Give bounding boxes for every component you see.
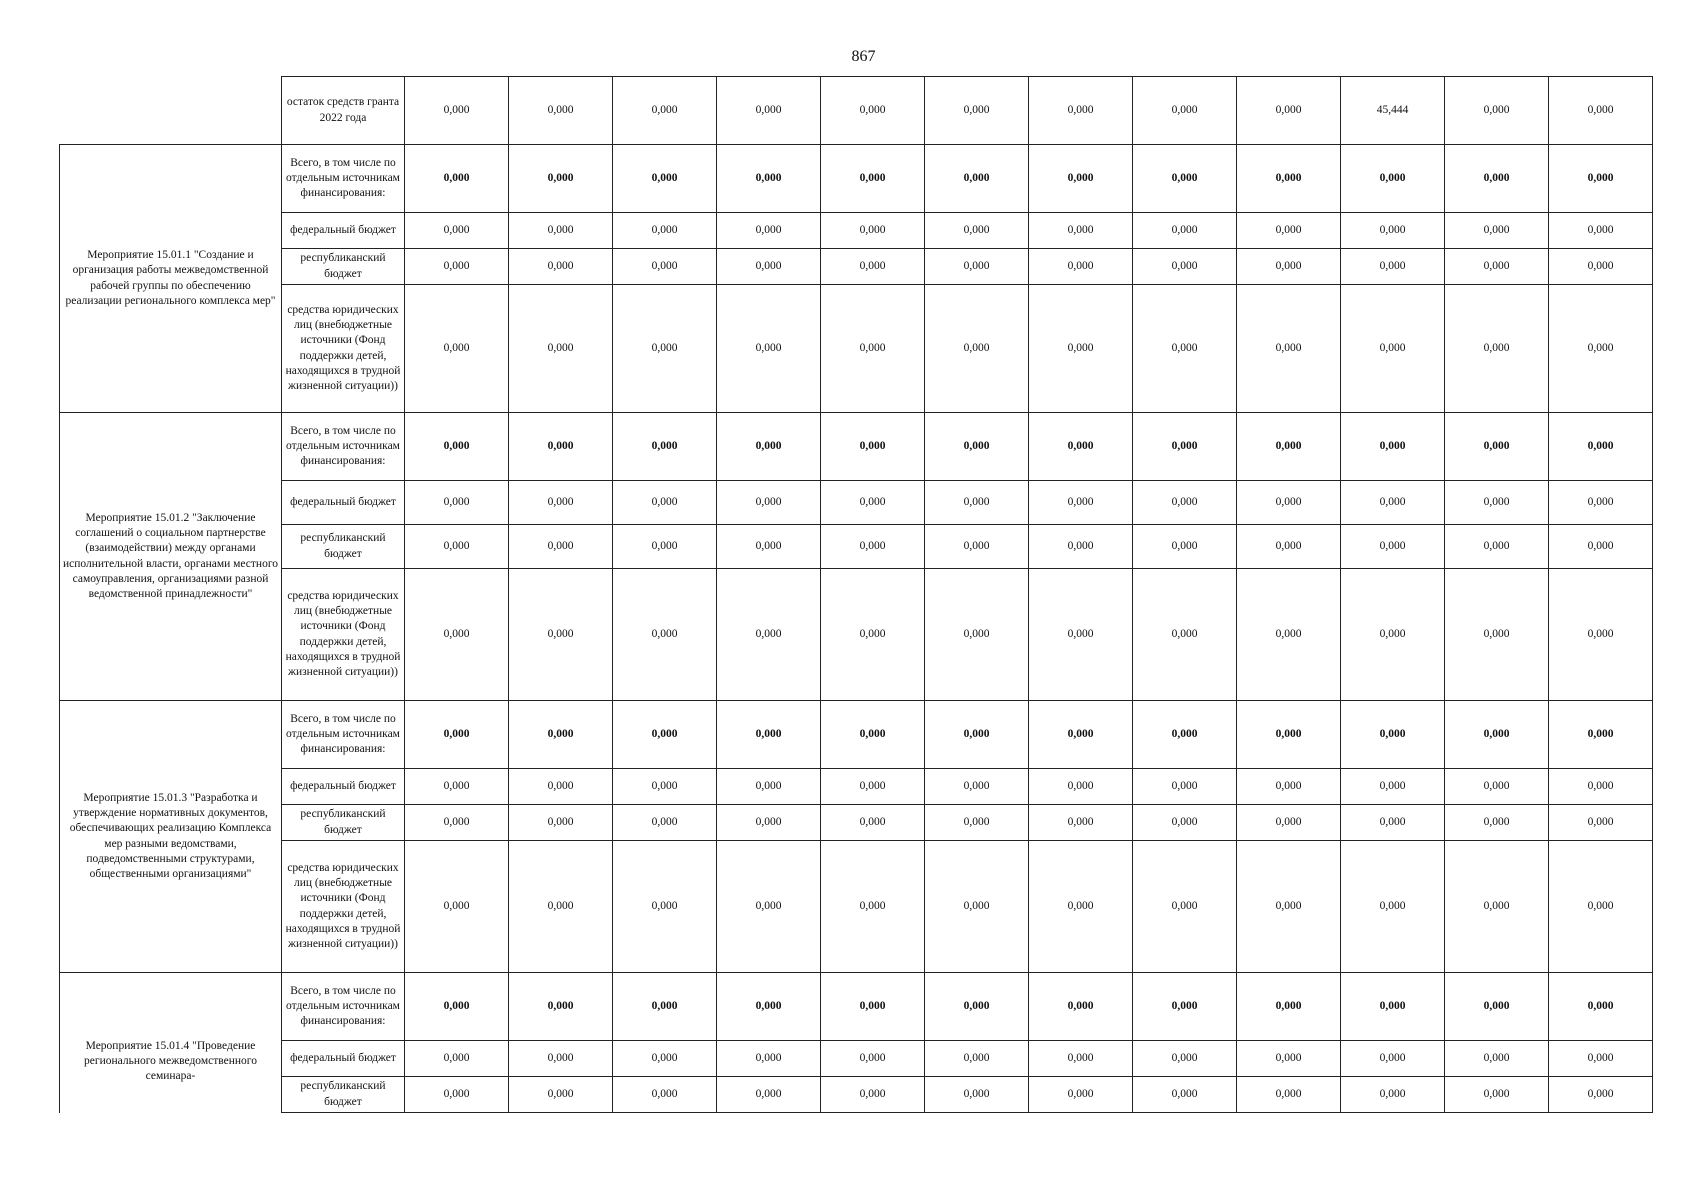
source-label: республиканский бюджет — [282, 249, 405, 285]
value-cell: 0,000 — [1029, 145, 1133, 213]
value-cell: 0,000 — [1237, 1041, 1341, 1077]
value-cell: 0,000 — [1445, 1041, 1549, 1077]
value-cell: 0,000 — [821, 841, 925, 973]
value-cell: 0,000 — [717, 525, 821, 569]
table-row — [60, 413, 1653, 481]
value-cell: 0,000 — [1029, 769, 1133, 805]
value-cell: 0,000 — [1029, 249, 1133, 285]
value-cell: 0,000 — [1549, 213, 1653, 249]
value-cell: 0,000 — [405, 77, 509, 145]
value-cell: 0,000 — [405, 481, 509, 525]
value-cell: 0,000 — [925, 841, 1029, 973]
value-cell: 0,000 — [613, 481, 717, 525]
value-cell: 0,000 — [613, 77, 717, 145]
value-cell: 0,000 — [1445, 77, 1549, 145]
value-cell: 0,000 — [1341, 285, 1445, 413]
value-cell: 0,000 — [717, 701, 821, 769]
value-cell: 0,000 — [1549, 525, 1653, 569]
value-cell: 0,000 — [1029, 285, 1133, 413]
value-cell: 0,000 — [613, 213, 717, 249]
value-cell: 0,000 — [717, 1077, 821, 1113]
source-label: Всего, в том числе по отдельным источникам финансирования: — [282, 413, 405, 481]
value-cell: 0,000 — [821, 77, 925, 145]
value-cell: 0,000 — [509, 77, 613, 145]
value-cell: 0,000 — [717, 1041, 821, 1077]
value-cell: 0,000 — [1133, 213, 1237, 249]
value-cell: 0,000 — [1133, 973, 1237, 1041]
value-cell: 0,000 — [1549, 481, 1653, 525]
value-cell: 0,000 — [1133, 841, 1237, 973]
value-cell: 0,000 — [1549, 769, 1653, 805]
value-cell: 0,000 — [1445, 145, 1549, 213]
value-cell: 0,000 — [1341, 413, 1445, 481]
value-cell: 0,000 — [509, 249, 613, 285]
table-row — [60, 213, 1653, 249]
event-title: Мероприятие 15.01.1 "Создание и организация работы межведомственной рабочей группы по обеспечению реализации регионального комплекса мер" — [65, 249, 276, 307]
value-cell: 0,000 — [1341, 145, 1445, 213]
budget-table — [59, 76, 1653, 1113]
value-cell: 0,000 — [925, 1077, 1029, 1113]
value-cell: 0,000 — [1237, 249, 1341, 285]
source-label: федеральный бюджет — [282, 213, 405, 249]
value-cell: 0,000 — [1237, 481, 1341, 525]
value-cell: 0,000 — [1341, 769, 1445, 805]
value-cell: 0,000 — [925, 525, 1029, 569]
value-cell: 0,000 — [1029, 213, 1133, 249]
event-title-cell — [60, 701, 282, 973]
value-cell: 0,000 — [509, 413, 613, 481]
value-cell: 0,000 — [405, 249, 509, 285]
value-cell: 0,000 — [925, 481, 1029, 525]
value-cell: 0,000 — [717, 769, 821, 805]
value-cell: 0,000 — [509, 1077, 613, 1113]
value-cell: 0,000 — [405, 285, 509, 413]
table-row — [60, 1077, 1653, 1113]
value-cell: 0,000 — [1341, 249, 1445, 285]
table-row — [60, 249, 1653, 285]
value-cell: 0,000 — [1341, 805, 1445, 841]
value-cell: 0,000 — [405, 1077, 509, 1113]
table-row — [60, 805, 1653, 841]
value-cell: 0,000 — [1133, 145, 1237, 213]
value-cell: 0,000 — [405, 701, 509, 769]
value-cell: 0,000 — [925, 973, 1029, 1041]
value-cell: 0,000 — [1445, 213, 1549, 249]
value-cell: 0,000 — [405, 569, 509, 701]
value-cell: 0,000 — [717, 481, 821, 525]
value-cell: 0,000 — [1237, 841, 1341, 973]
value-cell: 0,000 — [1445, 413, 1549, 481]
value-cell: 0,000 — [613, 285, 717, 413]
value-cell: 0,000 — [925, 413, 1029, 481]
value-cell: 0,000 — [1445, 481, 1549, 525]
value-cell: 0,000 — [1237, 285, 1341, 413]
table-row — [60, 481, 1653, 525]
event-title: Мероприятие 15.01.3 "Разработка и утверждение нормативных документов, обеспечивающих реализацию Комплекса мер разными ведомствами, подведомственными структурами, общественными организациями" — [69, 791, 272, 880]
table-row — [60, 769, 1653, 805]
value-cell: 0,000 — [1237, 77, 1341, 145]
value-cell: 0,000 — [1237, 1077, 1341, 1113]
value-cell: 0,000 — [1237, 701, 1341, 769]
value-cell: 0,000 — [613, 413, 717, 481]
value-cell: 0,000 — [613, 973, 717, 1041]
value-cell: 0,000 — [1237, 145, 1341, 213]
value-cell: 0,000 — [1445, 569, 1549, 701]
value-cell: 0,000 — [613, 1041, 717, 1077]
value-cell: 0,000 — [509, 481, 613, 525]
source-label: остаток средств гранта 2022 года — [282, 77, 405, 145]
value-cell: 0,000 — [1445, 805, 1549, 841]
value-cell: 0,000 — [1549, 285, 1653, 413]
value-cell: 0,000 — [405, 841, 509, 973]
value-cell: 0,000 — [1237, 569, 1341, 701]
value-cell: 0,000 — [1029, 77, 1133, 145]
value-cell: 0,000 — [821, 701, 925, 769]
source-label: федеральный бюджет — [282, 1041, 405, 1077]
value-cell: 0,000 — [1549, 1041, 1653, 1077]
value-cell: 0,000 — [1549, 413, 1653, 481]
value-cell: 0,000 — [1341, 973, 1445, 1041]
value-cell: 0,000 — [925, 1041, 1029, 1077]
value-cell: 0,000 — [717, 841, 821, 973]
value-cell: 0,000 — [1341, 525, 1445, 569]
value-cell: 0,000 — [405, 525, 509, 569]
value-cell: 0,000 — [821, 285, 925, 413]
value-cell: 0,000 — [405, 805, 509, 841]
source-label: средства юридических лиц (внебюджетные источники (Фонд поддержки детей, находящихся в трудной жизненной ситуации)) — [282, 285, 405, 413]
value-cell: 0,000 — [405, 973, 509, 1041]
value-cell: 0,000 — [1445, 1077, 1549, 1113]
value-cell: 0,000 — [1029, 1041, 1133, 1077]
value-cell: 0,000 — [821, 1077, 925, 1113]
source-label: республиканский бюджет — [282, 1077, 405, 1113]
event-title-cell — [60, 413, 282, 701]
page-number: 867 — [851, 48, 876, 65]
value-cell: 0,000 — [821, 413, 925, 481]
value-cell: 0,000 — [1445, 973, 1549, 1041]
value-cell: 0,000 — [1549, 249, 1653, 285]
source-label: Всего, в том числе по отдельным источникам финансирования: — [282, 145, 405, 213]
value-cell: 0,000 — [1133, 1041, 1237, 1077]
value-cell: 0,000 — [613, 769, 717, 805]
value-cell: 0,000 — [925, 701, 1029, 769]
value-cell: 0,000 — [1029, 413, 1133, 481]
value-cell: 0,000 — [1445, 841, 1549, 973]
value-cell: 0,000 — [1549, 1077, 1653, 1113]
value-cell: 0,000 — [1029, 525, 1133, 569]
value-cell: 0,000 — [717, 249, 821, 285]
value-cell: 0,000 — [1237, 805, 1341, 841]
value-cell: 0,000 — [925, 569, 1029, 701]
value-cell: 0,000 — [821, 481, 925, 525]
value-cell: 0,000 — [613, 525, 717, 569]
source-label: Всего, в том числе по отдельным источникам финансирования: — [282, 973, 405, 1041]
value-cell: 0,000 — [1133, 249, 1237, 285]
event-title: Мероприятие 15.01.4 "Проведение регионального межведомственного семинара- — [84, 1039, 257, 1083]
source-label: Всего, в том числе по отдельным источникам финансирования: — [282, 701, 405, 769]
value-cell: 0,000 — [925, 145, 1029, 213]
value-cell: 0,000 — [1549, 841, 1653, 973]
value-cell: 0,000 — [1029, 973, 1133, 1041]
value-cell: 0,000 — [1133, 805, 1237, 841]
value-cell: 0,000 — [1341, 569, 1445, 701]
value-cell: 0,000 — [1133, 569, 1237, 701]
value-cell: 0,000 — [613, 569, 717, 701]
source-label: федеральный бюджет — [282, 481, 405, 525]
value-cell: 0,000 — [509, 285, 613, 413]
value-cell: 0,000 — [925, 805, 1029, 841]
value-cell: 0,000 — [821, 145, 925, 213]
value-cell: 0,000 — [613, 1077, 717, 1113]
value-cell: 0,000 — [1549, 145, 1653, 213]
value-cell: 0,000 — [717, 569, 821, 701]
table-row — [60, 701, 1653, 769]
value-cell: 0,000 — [1133, 1077, 1237, 1113]
table-row — [60, 77, 1653, 145]
value-cell: 0,000 — [1133, 285, 1237, 413]
value-cell: 0,000 — [613, 701, 717, 769]
value-cell: 0,000 — [1549, 701, 1653, 769]
source-label: республиканский бюджет — [282, 525, 405, 569]
table-body — [60, 77, 1653, 1113]
value-cell: 0,000 — [509, 805, 613, 841]
value-cell: 0,000 — [1029, 701, 1133, 769]
value-cell: 0,000 — [925, 769, 1029, 805]
value-cell: 0,000 — [1133, 525, 1237, 569]
value-cell: 0,000 — [509, 1041, 613, 1077]
value-cell: 0,000 — [613, 841, 717, 973]
value-cell: 0,000 — [1133, 481, 1237, 525]
value-cell: 0,000 — [1029, 805, 1133, 841]
table-row — [60, 973, 1653, 1041]
table-row — [60, 285, 1653, 413]
value-cell: 0,000 — [509, 569, 613, 701]
value-cell: 0,000 — [509, 145, 613, 213]
value-cell: 0,000 — [1029, 1077, 1133, 1113]
value-cell: 0,000 — [405, 1041, 509, 1077]
table-row — [60, 525, 1653, 569]
value-cell: 0,000 — [717, 145, 821, 213]
value-cell: 0,000 — [509, 841, 613, 973]
value-cell: 0,000 — [1341, 213, 1445, 249]
value-cell: 0,000 — [1237, 769, 1341, 805]
value-cell: 0,000 — [509, 213, 613, 249]
event-title-cell — [60, 973, 282, 1113]
value-cell: 0,000 — [1549, 77, 1653, 145]
value-cell: 0,000 — [1029, 841, 1133, 973]
table-row — [60, 1041, 1653, 1077]
value-cell: 0,000 — [821, 1041, 925, 1077]
value-cell: 0,000 — [821, 213, 925, 249]
value-cell: 0,000 — [1133, 413, 1237, 481]
value-cell: 0,000 — [613, 249, 717, 285]
value-cell: 0,000 — [1133, 77, 1237, 145]
value-cell: 0,000 — [1133, 701, 1237, 769]
value-cell: 0,000 — [925, 77, 1029, 145]
value-cell: 0,000 — [509, 701, 613, 769]
value-cell: 0,000 — [405, 769, 509, 805]
value-cell: 0,000 — [509, 525, 613, 569]
value-cell: 0,000 — [821, 973, 925, 1041]
value-cell: 0,000 — [821, 569, 925, 701]
value-cell: 0,000 — [717, 213, 821, 249]
value-cell: 0,000 — [717, 413, 821, 481]
value-cell: 0,000 — [1445, 249, 1549, 285]
value-cell: 0,000 — [717, 973, 821, 1041]
value-cell: 0,000 — [1237, 973, 1341, 1041]
source-label: федеральный бюджет — [282, 769, 405, 805]
value-cell: 0,000 — [821, 805, 925, 841]
value-cell: 0,000 — [717, 285, 821, 413]
event-title: Мероприятие 15.01.2 "Заключение соглашений о социальном партнерстве (взаимодействии) между органами исполнительной власти, органами местного самоуправления, организациями разной ведомственной принадлежности" — [62, 511, 279, 600]
value-cell: 0,000 — [821, 769, 925, 805]
value-cell: 0,000 — [1341, 481, 1445, 525]
value-cell: 45,444 — [1341, 77, 1445, 145]
value-cell: 0,000 — [1341, 1077, 1445, 1113]
value-cell: 0,000 — [1445, 285, 1549, 413]
value-cell: 0,000 — [1341, 841, 1445, 973]
value-cell: 0,000 — [1549, 805, 1653, 841]
event-title-cell — [60, 145, 282, 413]
blank-cell — [60, 77, 282, 145]
value-cell: 0,000 — [821, 249, 925, 285]
value-cell: 0,000 — [925, 213, 1029, 249]
value-cell: 0,000 — [1237, 525, 1341, 569]
value-cell: 0,000 — [405, 145, 509, 213]
value-cell: 0,000 — [509, 973, 613, 1041]
value-cell: 0,000 — [509, 769, 613, 805]
value-cell: 0,000 — [1029, 481, 1133, 525]
value-cell: 0,000 — [717, 77, 821, 145]
value-cell: 0,000 — [1341, 701, 1445, 769]
value-cell: 0,000 — [1445, 701, 1549, 769]
source-label: средства юридических лиц (внебюджетные источники (Фонд поддержки детей, находящихся в трудной жизненной ситуации)) — [282, 569, 405, 701]
table-row — [60, 841, 1653, 973]
value-cell: 0,000 — [613, 145, 717, 213]
value-cell: 0,000 — [717, 805, 821, 841]
value-cell: 0,000 — [1445, 769, 1549, 805]
source-label: республиканский бюджет — [282, 805, 405, 841]
value-cell: 0,000 — [1237, 213, 1341, 249]
value-cell: 0,000 — [925, 249, 1029, 285]
value-cell: 0,000 — [1341, 1041, 1445, 1077]
value-cell: 0,000 — [1549, 973, 1653, 1041]
source-label: средства юридических лиц (внебюджетные источники (Фонд поддержки детей, находящихся в трудной жизненной ситуации)) — [282, 841, 405, 973]
value-cell: 0,000 — [405, 413, 509, 481]
value-cell: 0,000 — [1133, 769, 1237, 805]
table-row — [60, 569, 1653, 701]
value-cell: 0,000 — [405, 213, 509, 249]
table-row — [60, 145, 1653, 213]
value-cell: 0,000 — [925, 285, 1029, 413]
value-cell: 0,000 — [613, 805, 717, 841]
value-cell: 0,000 — [1549, 569, 1653, 701]
value-cell: 0,000 — [821, 525, 925, 569]
value-cell: 0,000 — [1029, 569, 1133, 701]
value-cell: 0,000 — [1445, 525, 1549, 569]
value-cell: 0,000 — [1237, 413, 1341, 481]
